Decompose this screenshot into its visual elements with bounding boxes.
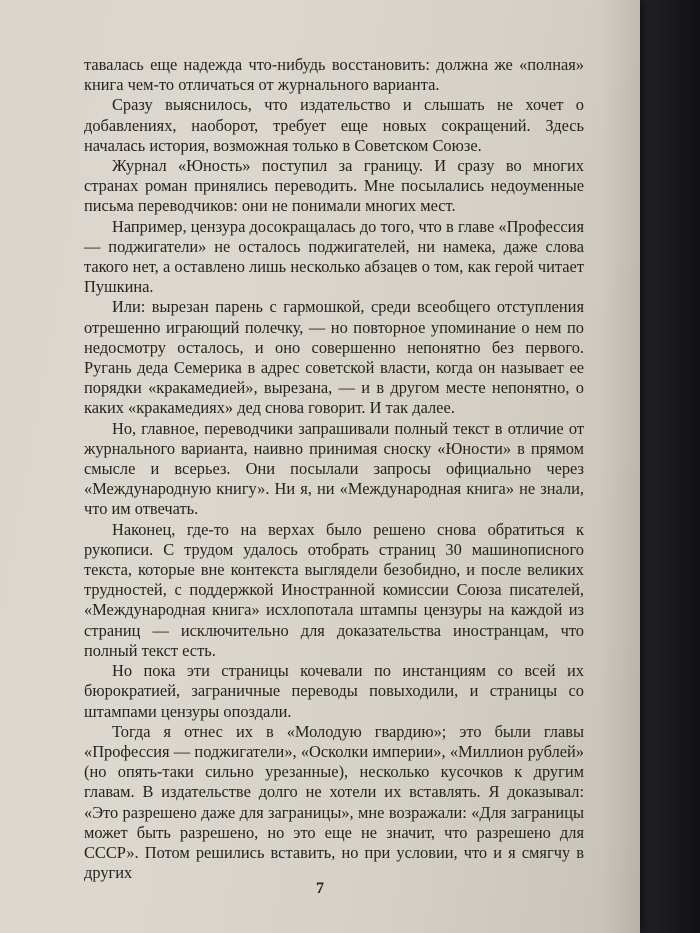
paragraph: Сразу выяснилось, что издательство и слышать не хочет о добавлениях, наоборот, требует еще новых сокращений. Здесь началась история, возможная только в Советском Союзе. bbox=[84, 95, 584, 155]
page-body-text bbox=[84, 55, 584, 883]
paragraph: тавалась еще надежда что-нибудь восстановить: должна же «полная» книга чем-то отличаться от журнального варианта. bbox=[84, 55, 584, 95]
paragraph: Тогда я отнес их в «Молодую гвардию»; это были главы «Профессия — поджигатели», «Осколки империи», «Миллион рублей» (но опять-таки сильно урезанные), несколько кусочков к другим главам. В издательстве долго не хотели их вставлять. Я доказывал: «Это разрешено даже для заграницы», мне возражали: «Для заграницы может быть разрешено, но это еще не значит, что разрешено для СССР». Потом решились вставить, но при условии, что и я смягчу в других bbox=[84, 721, 584, 883]
page-number: 7 bbox=[316, 880, 324, 897]
paragraph: Или: вырезан парень с гармошкой, среди всеобщего отступления отрешенно играющий полечку, — но повторное упоминание о нем по недосмотру осталось, и оно совершенно непонятно без первого. Ругань деда Семерика в адрес советской власти, когда он называет ее порядки «кракамедией», вырезана, — и в другом месте непонятно, о каких «кракамедиях» дед снова говорит. И так далее. bbox=[84, 297, 584, 418]
paragraph: Наконец, где-то на верхах было решено снова обратиться к рукописи. С трудом удалось отобрать страниц 30 машинописного текста, которые вне контекста выглядели безобидно, и после великих трудностей, с поддержкой Иностранной комиссии Союза писателей, «Международная книга» исхлопотала штампы цензуры на каждой из страниц — исключительно для доказательства иностранцам, что полный текст есть. bbox=[84, 519, 584, 660]
paragraph: Журнал «Юность» поступил за границу. И сразу во многих странах роман принялись переводить. Мне посылались недоуменные письма переводчиков: они не понимали многих мест. bbox=[84, 156, 584, 216]
paragraph: Но пока эти страницы кочевали по инстанциям со всей их бюрократией, заграничные переводы повыходили, и страницы со штампами цензуры опоздали. bbox=[84, 661, 584, 721]
paragraph: Например, цензура досокращалась до того, что в главе «Профессия — поджигатели» не осталось поджигателей, ни намека, даже слова такого нет, а оставлено лишь несколько абзацев о том, как герой читает Пушкина. bbox=[84, 216, 584, 297]
book-cover-edge bbox=[636, 0, 700, 933]
page-edge-shadow bbox=[600, 0, 640, 933]
paragraph: Но, главное, переводчики запрашивали полный текст в отличие от журнального варианта, наивно принимая сноску «Юности» в прямом смысле и всерьез. Они посылали запросы официально через «Международную книгу». Ни я, ни «Международная книга» не знали, что им отвечать. bbox=[84, 418, 584, 519]
